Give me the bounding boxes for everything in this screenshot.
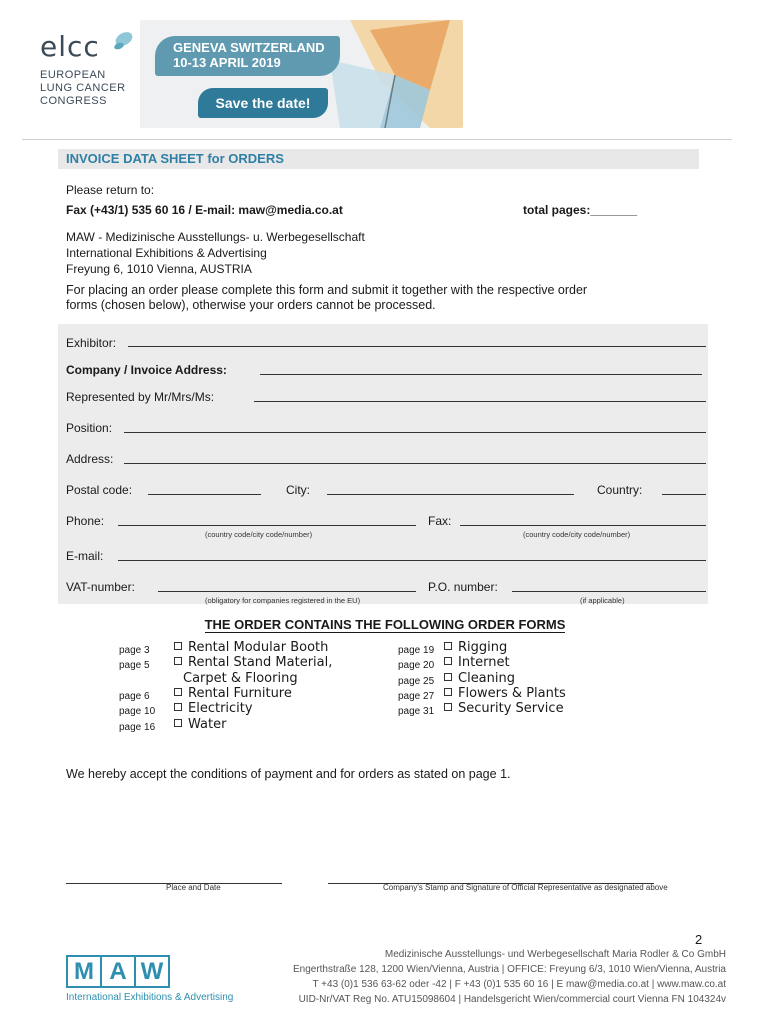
order-page-number: page 10 [119,706,156,717]
logo-line: CONGRESS [40,95,107,107]
order-option-label: Internet [458,655,510,670]
logo-line: EUROPEAN [40,69,106,81]
place-date-label: Place and Date [166,883,221,892]
order-option-label: Cleaning [458,671,515,686]
total-pages-field[interactable]: total pages:_______ [523,203,638,217]
fax-input[interactable] [460,525,706,526]
event-banner [140,20,463,128]
order-option-label: Rental Stand Material, [188,655,333,670]
checkbox-icon[interactable] [444,657,452,665]
address-input[interactable] [124,463,706,464]
fax-label: Fax: [428,514,452,528]
order-forms-title: THE ORDER CONTAINS THE FOLLOWING ORDER FORMS [204,617,566,632]
checkbox-icon[interactable] [444,703,452,711]
city-label: City: [286,483,310,497]
address-label: Address: [66,452,114,466]
fax-email-line: Fax (+43/1) 535 60 16 / E-mail: maw@media.co.at [66,203,343,217]
order-option-label: Security Service [458,701,564,716]
instruction-line: For placing an order please complete this form and submit it together with the respective order [66,283,588,297]
maw-logo-letter: A [100,955,136,988]
position-label: Position: [66,421,113,435]
phone-input[interactable] [118,525,416,526]
order-option-rigging[interactable] [444,640,507,655]
order-option-label: Water [188,717,227,732]
country-label: Country: [597,483,643,497]
order-option-label: Rigging [458,640,508,655]
please-return-label: Please return to: [66,183,155,197]
order-option-flowers-plants[interactable] [444,686,566,701]
banner-title-line: GENEVA SWITZERLAND [173,40,325,55]
section-title: INVOICE DATA SHEET for ORDERS [58,149,699,169]
maw-logo-letter: W [134,955,170,988]
order-page-number: page 31 [398,706,435,717]
order-page-number: page 3 [119,645,150,656]
order-option-cleaning[interactable] [444,671,515,686]
order-page-number: page 16 [119,722,156,733]
elcc-leaf-icon [110,30,136,54]
order-page-number: page 25 [398,676,435,687]
represented-input[interactable] [254,401,706,402]
logo-line: LUNG CANCER [40,82,126,94]
checkbox-icon[interactable] [174,688,182,696]
company-label: Company / Invoice Address: [66,363,227,377]
order-page-number: page 20 [398,660,435,671]
represented-label: Represented by Mr/Mrs/Ms: [66,390,215,404]
email-input[interactable] [118,560,706,561]
header-divider [22,139,732,140]
footer-registration: UID-Nr/VAT Reg No. ATU15098604 | Handelsgericht Wien/commercial court Vienna FN 104324v [298,994,726,1005]
checkbox-icon[interactable] [444,673,452,681]
stamp-signature-label: Company's Stamp and Signature of Official Representative as designated above [383,883,668,892]
banner-title [155,36,340,76]
position-input[interactable] [124,432,706,433]
elcc-logo-word: elcc [40,30,100,63]
order-option-label: Rental Modular Booth [188,640,329,655]
maw-logo-subtitle: International Exhibitions & Advertising [66,992,234,1003]
country-input[interactable] [662,494,706,495]
exhibitor-label: Exhibitor: [66,336,117,350]
fax-format-note: (country code/city code/number) [523,530,631,539]
footer-contact: T +43 (0)1 536 63-62 oder -42 | F +43 (0)1 535 60 16 | E maw@media.co.at | www.maw.co.at [312,979,726,990]
order-forms-heading [0,617,770,632]
phone-format-note: (country code/city code/number) [205,530,313,539]
order-option-label: Rental Furniture [188,686,292,701]
order-page-number: page 27 [398,691,435,702]
order-option-internet[interactable] [444,655,510,670]
order-option-security-service[interactable] [444,701,564,716]
po-number-label: P.O. number: [428,580,498,594]
po-number-input[interactable] [512,591,706,592]
order-page-number: page 19 [398,645,435,656]
checkbox-icon[interactable] [174,703,182,711]
maw-logo-letter: M [66,955,102,988]
vat-note: (obligatory for companies registered in the EU) [205,596,361,605]
order-option-label-continued: Carpet & Flooring [183,671,298,686]
company-input[interactable] [260,374,702,375]
save-the-date-button[interactable]: Save the date! [198,88,328,118]
order-option-rental-stand-material[interactable] [174,655,332,670]
order-option-label: Electricity [188,701,253,716]
order-option-water[interactable] [174,717,226,732]
checkbox-icon[interactable] [174,657,182,665]
instruction-line: forms (chosen below), otherwise your orders cannot be processed. [66,298,436,312]
address-line: Freyung 6, 1010 Vienna, AUSTRIA [66,262,252,276]
postal-code-input[interactable] [148,494,261,495]
checkbox-icon[interactable] [174,642,182,650]
exhibitor-input[interactable] [128,346,706,347]
banner-title-line: 10-13 APRIL 2019 [173,55,281,70]
vat-label: VAT-number: [66,580,135,594]
email-label: E-mail: [66,549,104,563]
elcc-logo [40,30,140,108]
address-line: MAW - Medizinische Ausstellungs- u. Werbegesellschaft [66,230,365,244]
order-option-rental-furniture[interactable] [174,686,292,701]
postal-code-label: Postal code: [66,483,133,497]
city-input[interactable] [327,494,574,495]
order-page-number: page 5 [119,660,150,671]
order-option-electricity[interactable] [174,701,253,716]
footer-address: Engerthstraße 128, 1200 Wien/Vienna, Austria | OFFICE: Freyung 6/3, 1010 Wien/Vienna, Austria [292,964,726,975]
checkbox-icon[interactable] [444,642,452,650]
order-option-rental-modular-booth[interactable] [174,640,328,655]
address-line: International Exhibitions & Advertising [66,246,267,260]
order-option-label: Flowers & Plants [458,686,566,701]
vat-input[interactable] [158,591,416,592]
elcc-logo-subtitle [40,69,140,108]
page-number: 2 [695,932,703,947]
phone-label: Phone: [66,514,105,528]
po-note: (if applicable) [580,596,625,605]
checkbox-icon[interactable] [174,719,182,727]
acceptance-statement: We hereby accept the conditions of payment and for orders as stated on page 1. [66,767,511,781]
footer-company-name: Medizinische Ausstellungs- und Werbegesellschaft Maria Rodler & Co GmbH [384,949,726,960]
maw-logo [66,955,168,988]
order-page-number: page 6 [119,691,150,702]
checkbox-icon[interactable] [444,688,452,696]
